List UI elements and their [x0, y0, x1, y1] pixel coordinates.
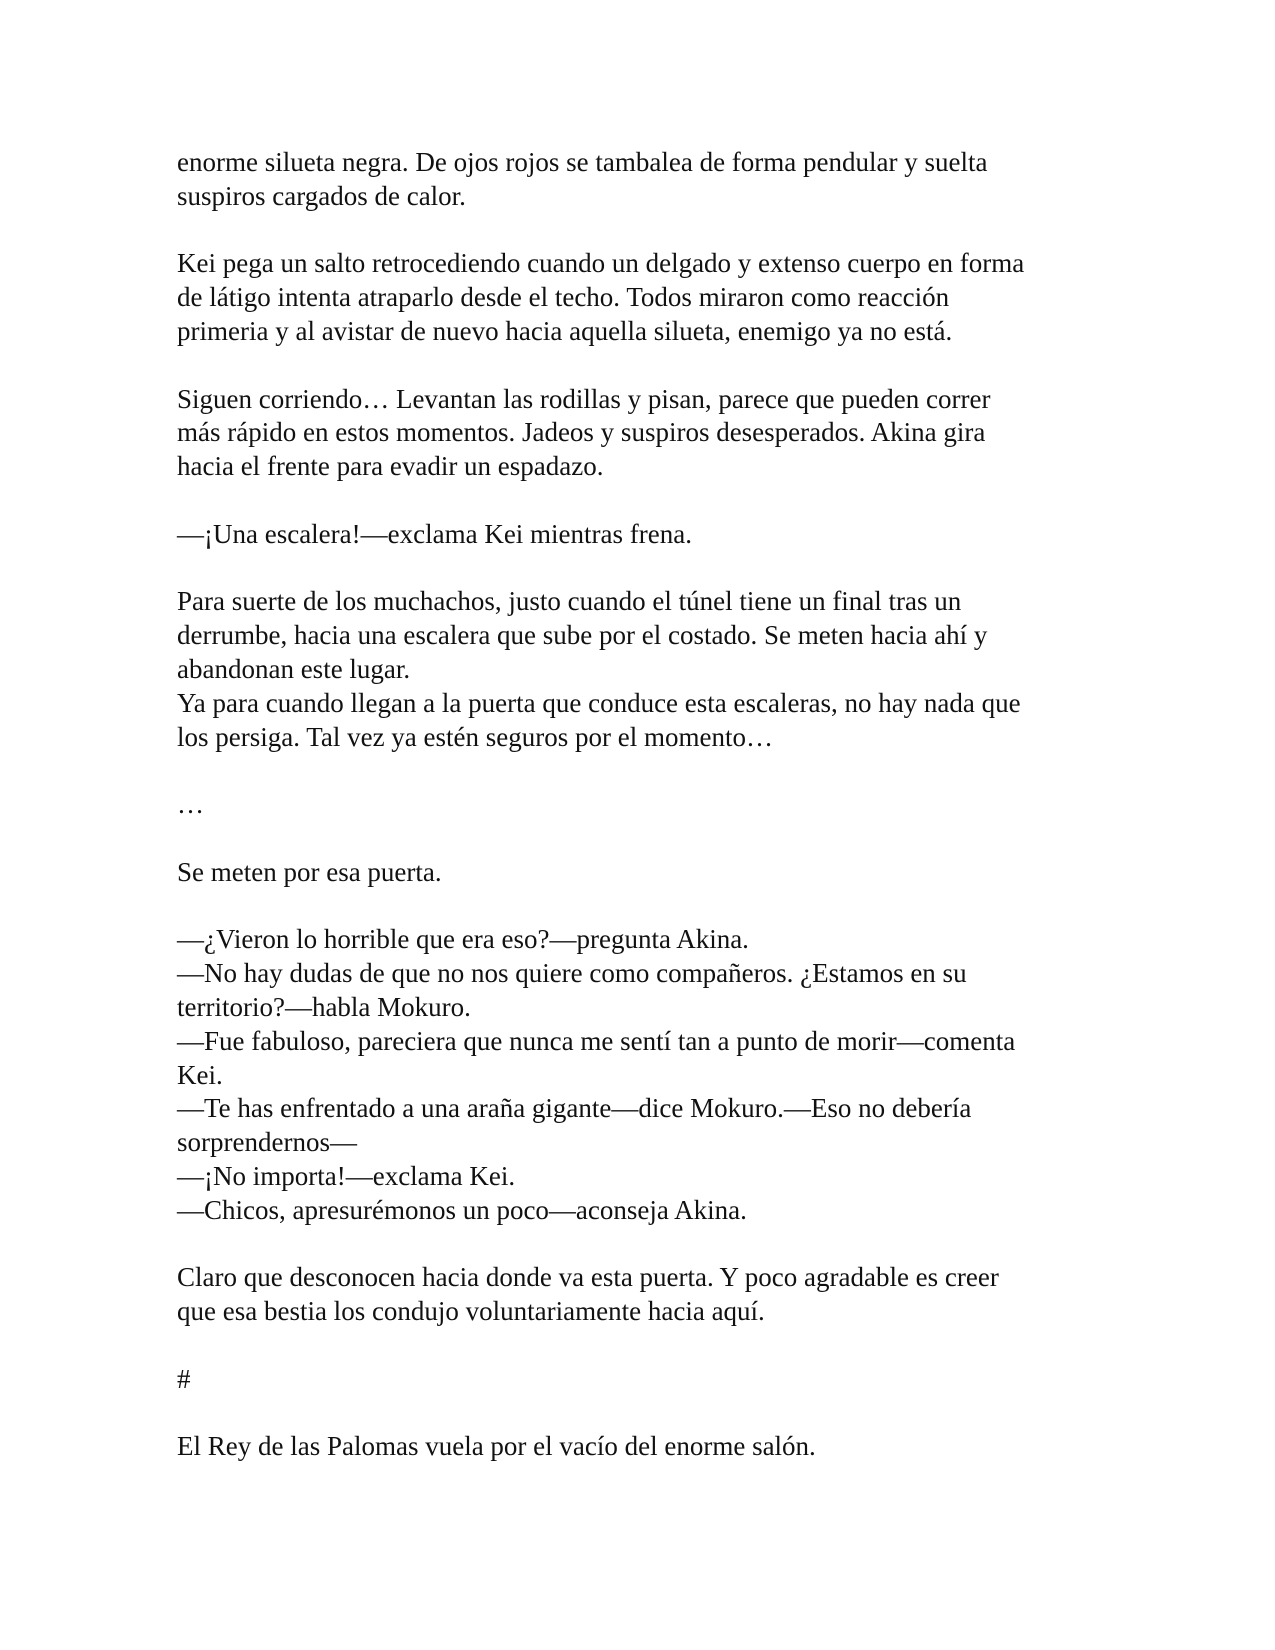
dialogue-line	[177, 1160, 1107, 1194]
paragraph-line: #	[177, 1363, 191, 1394]
paragraph-line: primeria y al avistar de nuevo hacia aquella silueta, enemigo ya no está.	[177, 315, 953, 346]
paragraph-line: abandonan este lugar.	[177, 653, 411, 684]
paragraph-line: Para suerte de los muchachos, justo cuando el túnel tiene un final tras un	[177, 586, 962, 617]
paragraph-line: Kei.	[177, 1059, 223, 1090]
paragraph-line: sorprendernos—	[177, 1127, 357, 1158]
paragraph-15	[177, 1261, 1107, 1329]
paragraph-line: —¡No importa!—exclama Kei.	[177, 1160, 516, 1191]
dialogue-line	[177, 923, 1107, 957]
document-body	[177, 146, 1107, 1498]
paragraph-line: —No hay dudas de que no nos quiere como compañeros. ¿Estamos en su	[177, 958, 967, 989]
paragraph-line: —¡Una escalera!—exclama Kei mientras frena.	[177, 518, 692, 549]
paragraph-line: Claro que desconocen hacia donde va esta puerta. Y poco agradable es creer	[177, 1262, 999, 1293]
dialogue-line	[177, 957, 1107, 1025]
paragraph-5	[177, 585, 1107, 686]
paragraph-1	[177, 146, 1107, 214]
paragraph-line: enorme silueta negra. De ojos rojos se tambalea de forma pendular y suelta	[177, 147, 988, 177]
paragraph-line: de látigo intenta atraparlo desde el techo. Todos miraron como reacción	[177, 282, 950, 313]
paragraph-line: más rápido en estos momentos. Jadeos y suspiros desesperados. Akina gira	[177, 417, 986, 448]
ellipsis-break	[177, 788, 1107, 822]
paragraph-line: suspiros cargados de calor.	[177, 180, 466, 211]
paragraph-2	[177, 247, 1107, 348]
section-break	[177, 1363, 1107, 1397]
dialogue-line	[177, 518, 1107, 552]
paragraph-line: Ya para cuando llegan a la puerta que conduce esta escaleras, no hay nada que	[177, 687, 1021, 718]
paragraph-line: derrumbe, hacia una escalera que sube por el costado. Se meten hacia ahí y	[177, 620, 988, 651]
paragraph-line: …	[177, 789, 204, 820]
dialogue-line	[177, 1194, 1107, 1228]
paragraph-line: —Fue fabuloso, pareciera que nunca me sentí tan a punto de morir—comenta	[177, 1025, 1016, 1056]
paragraph-line: Se meten por esa puerta.	[177, 856, 442, 887]
paragraph-line: hacia el frente para evadir un espadazo.	[177, 451, 604, 482]
paragraph-line: —Te has enfrentado a una araña gigante—dice Mokuro.—Eso no debería	[177, 1093, 972, 1124]
paragraph-line: que esa bestia los condujo voluntariamente hacia aquí.	[177, 1296, 765, 1327]
paragraph-8	[177, 856, 1107, 890]
paragraph-line: Siguen corriendo… Levantan las rodillas y pisan, parece que pueden correr	[177, 383, 991, 414]
paragraph-line: territorio?—habla Mokuro.	[177, 991, 471, 1022]
paragraph-17	[177, 1430, 1107, 1464]
paragraph-line: Kei pega un salto retrocediendo cuando un delgado y extenso cuerpo en forma	[177, 248, 1025, 279]
paragraph-3	[177, 383, 1107, 484]
paragraph-6	[177, 687, 1107, 755]
dialogue-line	[177, 1025, 1107, 1093]
paragraph-line: los persiga. Tal vez ya estén seguros por el momento…	[177, 721, 773, 752]
paragraph-line: —Chicos, apresurémonos un poco—aconseja Akina.	[177, 1194, 747, 1225]
paragraph-line: El Rey de las Palomas vuela por el vacío del enorme salón.	[177, 1431, 816, 1462]
dialogue-line	[177, 1092, 1107, 1160]
paragraph-line: —¿Vieron lo horrible que era eso?—pregunta Akina.	[177, 924, 749, 955]
